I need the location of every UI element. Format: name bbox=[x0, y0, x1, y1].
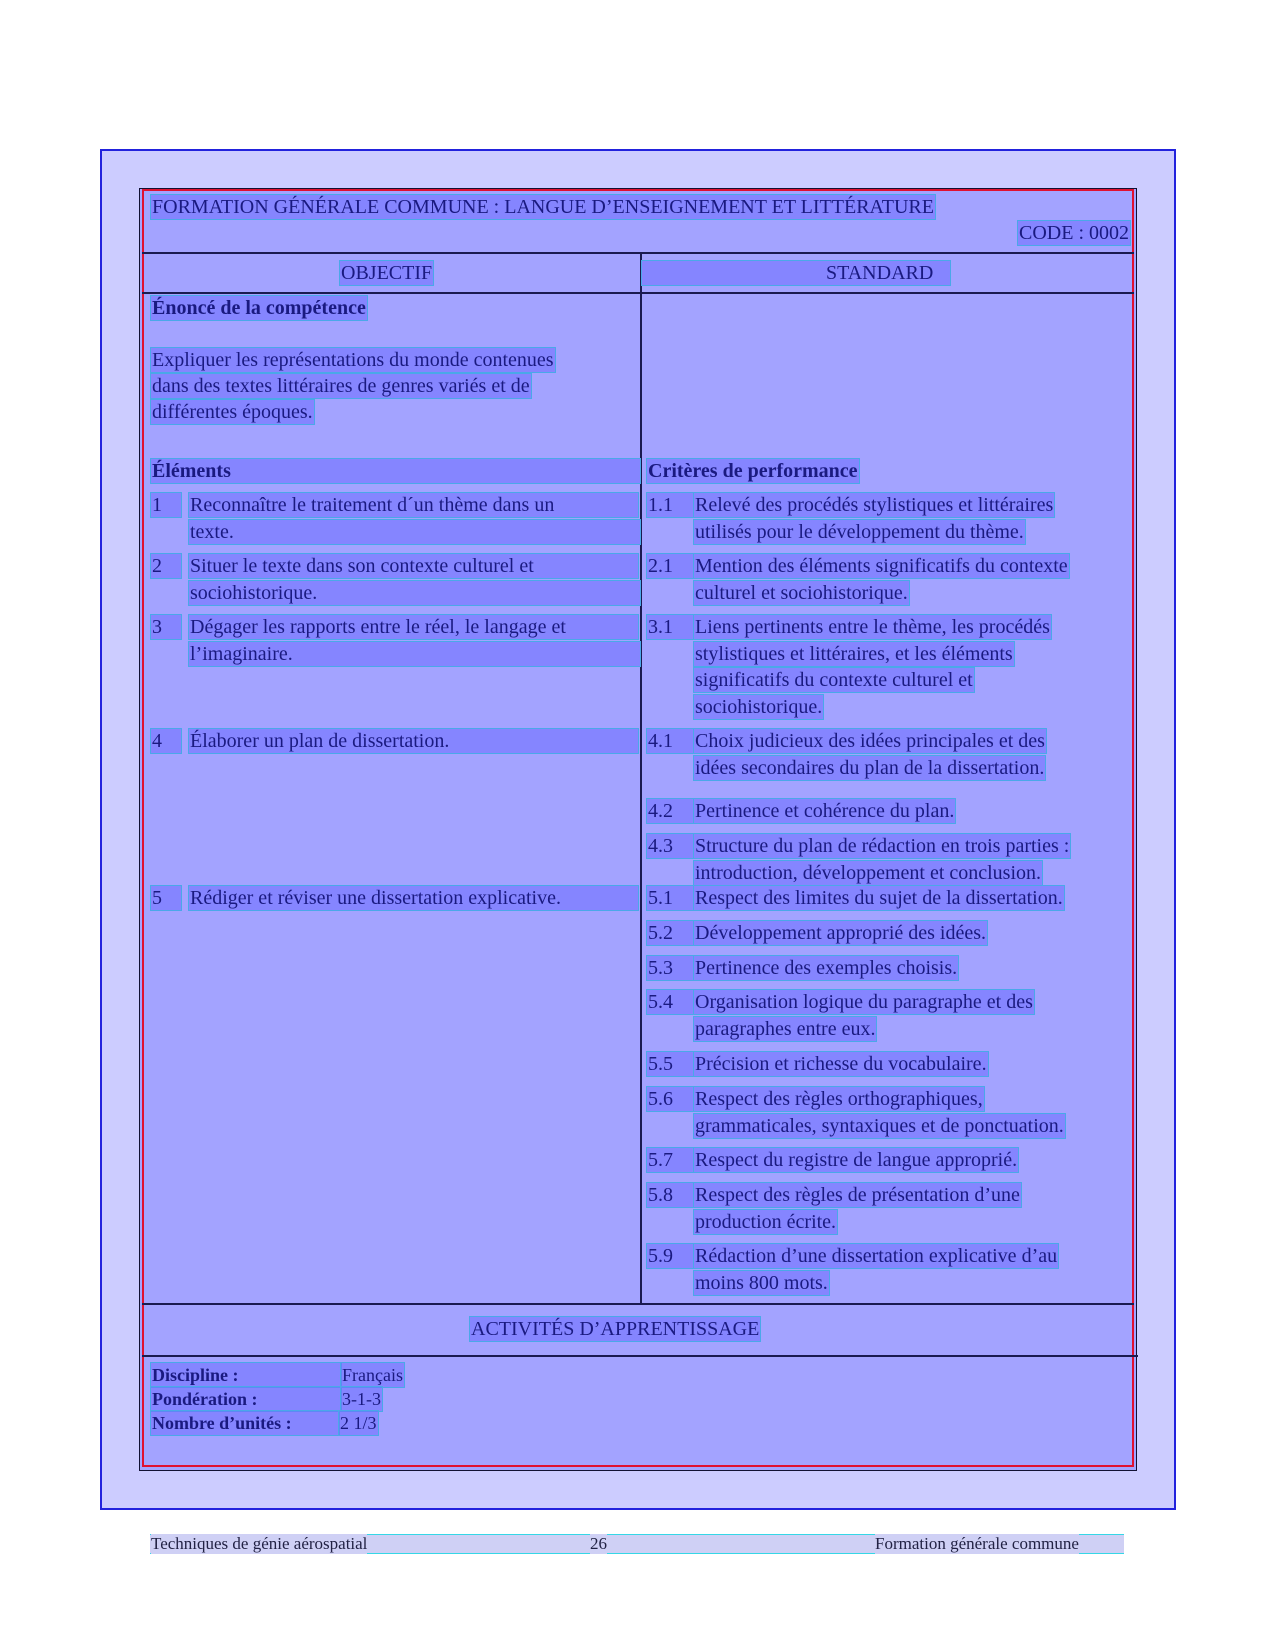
critere-text: Précision et richesse du vocabulaire. bbox=[695, 1053, 987, 1075]
element-text: sociohistorique. bbox=[189, 581, 640, 605]
ponderation-value: 3-1-3 bbox=[342, 1389, 381, 1409]
program-title: FORMATION GÉNÉRALE COMMUNE : LANGUE D’ENSEIGNEMENT ET LITTÉRATURE bbox=[152, 196, 934, 218]
critere-number: 4.1 bbox=[647, 729, 693, 753]
critere-number: 5.9 bbox=[647, 1244, 693, 1268]
element-number: 1 bbox=[151, 493, 181, 517]
critere-text: paragraphes entre eux. bbox=[695, 1017, 876, 1040]
elements-heading: Éléments bbox=[151, 459, 640, 483]
element-text: Reconnaître le traitement d´un thème dans un bbox=[189, 493, 638, 517]
critere-number: 4.2 bbox=[647, 799, 693, 823]
critere-text: Organisation logique du paragraphe et des bbox=[695, 991, 1033, 1013]
critere-text: Respect des règles de présentation d’une bbox=[695, 1184, 1020, 1206]
critere-text: Respect du registre de langue approprié. bbox=[695, 1149, 1018, 1171]
critere-number: 5.5 bbox=[647, 1052, 693, 1076]
activities-heading: ACTIVITÉS D’APPRENTISSAGE bbox=[471, 1318, 760, 1340]
critere-number: 4.3 bbox=[647, 834, 693, 858]
enonce-heading: Énoncé de la compétence bbox=[152, 297, 366, 319]
discipline-value: Français bbox=[342, 1365, 403, 1385]
critere-number: 5.4 bbox=[647, 990, 693, 1014]
critere-number: 5.1 bbox=[647, 886, 693, 910]
element-number: 2 bbox=[151, 554, 181, 578]
element-text: Rédiger et réviser une dissertation explicative. bbox=[189, 886, 638, 910]
footer-section: Formation générale commune bbox=[875, 1534, 1079, 1553]
critere-text: Pertinence et cohérence du plan. bbox=[695, 800, 955, 822]
footer-program: Techniques de génie aérospatial bbox=[151, 1534, 368, 1553]
critere-number: 2.1 bbox=[647, 554, 693, 578]
critere-number: 5.6 bbox=[647, 1087, 693, 1111]
element-text: Dégager les rapports entre le réel, le langage et bbox=[189, 615, 638, 639]
critere-text: utilisés pour le développement du thème. bbox=[695, 520, 1024, 543]
critere-number: 5.8 bbox=[647, 1183, 693, 1207]
critere-text: stylistiques et littéraires, et les éléments bbox=[695, 642, 1013, 665]
critere-number: 5.2 bbox=[647, 921, 693, 945]
column-divider bbox=[640, 252, 642, 1304]
column-header-divider bbox=[142, 292, 1134, 294]
critere-text: Liens pertinents entre le thème, les procédés bbox=[695, 616, 1050, 638]
element-number: 3 bbox=[151, 615, 181, 639]
critere-text: idées secondaires du plan de la dissertation. bbox=[695, 756, 1045, 779]
critere-text: Relevé des procédés stylistiques et littéraires bbox=[695, 494, 1054, 516]
critere-text: Respect des limites du sujet de la dissertation. bbox=[695, 887, 1063, 909]
criteres-heading: Critères de performance bbox=[648, 460, 858, 482]
standard-header: STANDARD bbox=[642, 261, 950, 285]
critere-text: production écrite. bbox=[695, 1210, 837, 1233]
critere-text: Rédaction d’une dissertation explicative d’au bbox=[695, 1245, 1058, 1267]
critere-text: moins 800 mots. bbox=[695, 1271, 828, 1294]
element-number: 5 bbox=[151, 886, 181, 910]
element-text: texte. bbox=[189, 520, 640, 544]
element-number: 4 bbox=[151, 729, 181, 753]
critere-text: introduction, développement et conclusion. bbox=[695, 861, 1042, 884]
header-divider bbox=[142, 252, 1134, 254]
critere-number: 5.3 bbox=[647, 956, 693, 980]
critere-text: Mention des éléments significatifs du contexte bbox=[695, 555, 1068, 577]
critere-text: Pertinence des exemples choisis. bbox=[695, 957, 958, 979]
element-text: l’imaginaire. bbox=[189, 642, 640, 666]
page-number: 26 bbox=[590, 1534, 607, 1553]
element-text: Élaborer un plan de dissertation. bbox=[189, 729, 638, 753]
critere-text: Choix judicieux des idées principales et des bbox=[695, 730, 1045, 752]
units-label: Nombre d’unités : bbox=[151, 1411, 339, 1435]
critere-text: Structure du plan de rédaction en trois parties : bbox=[695, 835, 1070, 857]
critere-number: 5.7 bbox=[647, 1148, 693, 1172]
critere-text: grammaticales, syntaxiques et de ponctuation. bbox=[695, 1114, 1064, 1137]
course-code: CODE : 0002 bbox=[1019, 222, 1129, 244]
critere-text: sociohistorique. bbox=[695, 695, 823, 718]
enonce-line: Expliquer les représentations du monde contenues bbox=[152, 349, 554, 371]
critere-text: significatifs du contexte culturel et bbox=[695, 669, 973, 691]
critere-number: 3.1 bbox=[647, 615, 693, 639]
activities-top-divider bbox=[142, 1303, 1134, 1305]
units-value: 2 1/3 bbox=[340, 1413, 377, 1433]
ponderation-label: Pondération : bbox=[151, 1387, 341, 1411]
objectif-header: OBJECTIF bbox=[341, 262, 433, 284]
element-text: Situer le texte dans son contexte culturel et bbox=[189, 554, 638, 578]
enonce-line: différentes époques. bbox=[152, 401, 313, 423]
critere-number: 1.1 bbox=[647, 493, 693, 517]
enonce-line: dans des textes littéraires de genres variés et de bbox=[152, 375, 530, 397]
critere-text: Développement approprié des idées. bbox=[695, 922, 987, 944]
critere-text: culturel et sociohistorique. bbox=[695, 581, 908, 604]
activities-bottom-divider bbox=[142, 1355, 1138, 1357]
discipline-label: Discipline : bbox=[151, 1363, 341, 1387]
critere-text: Respect des règles orthographiques, bbox=[695, 1088, 983, 1110]
